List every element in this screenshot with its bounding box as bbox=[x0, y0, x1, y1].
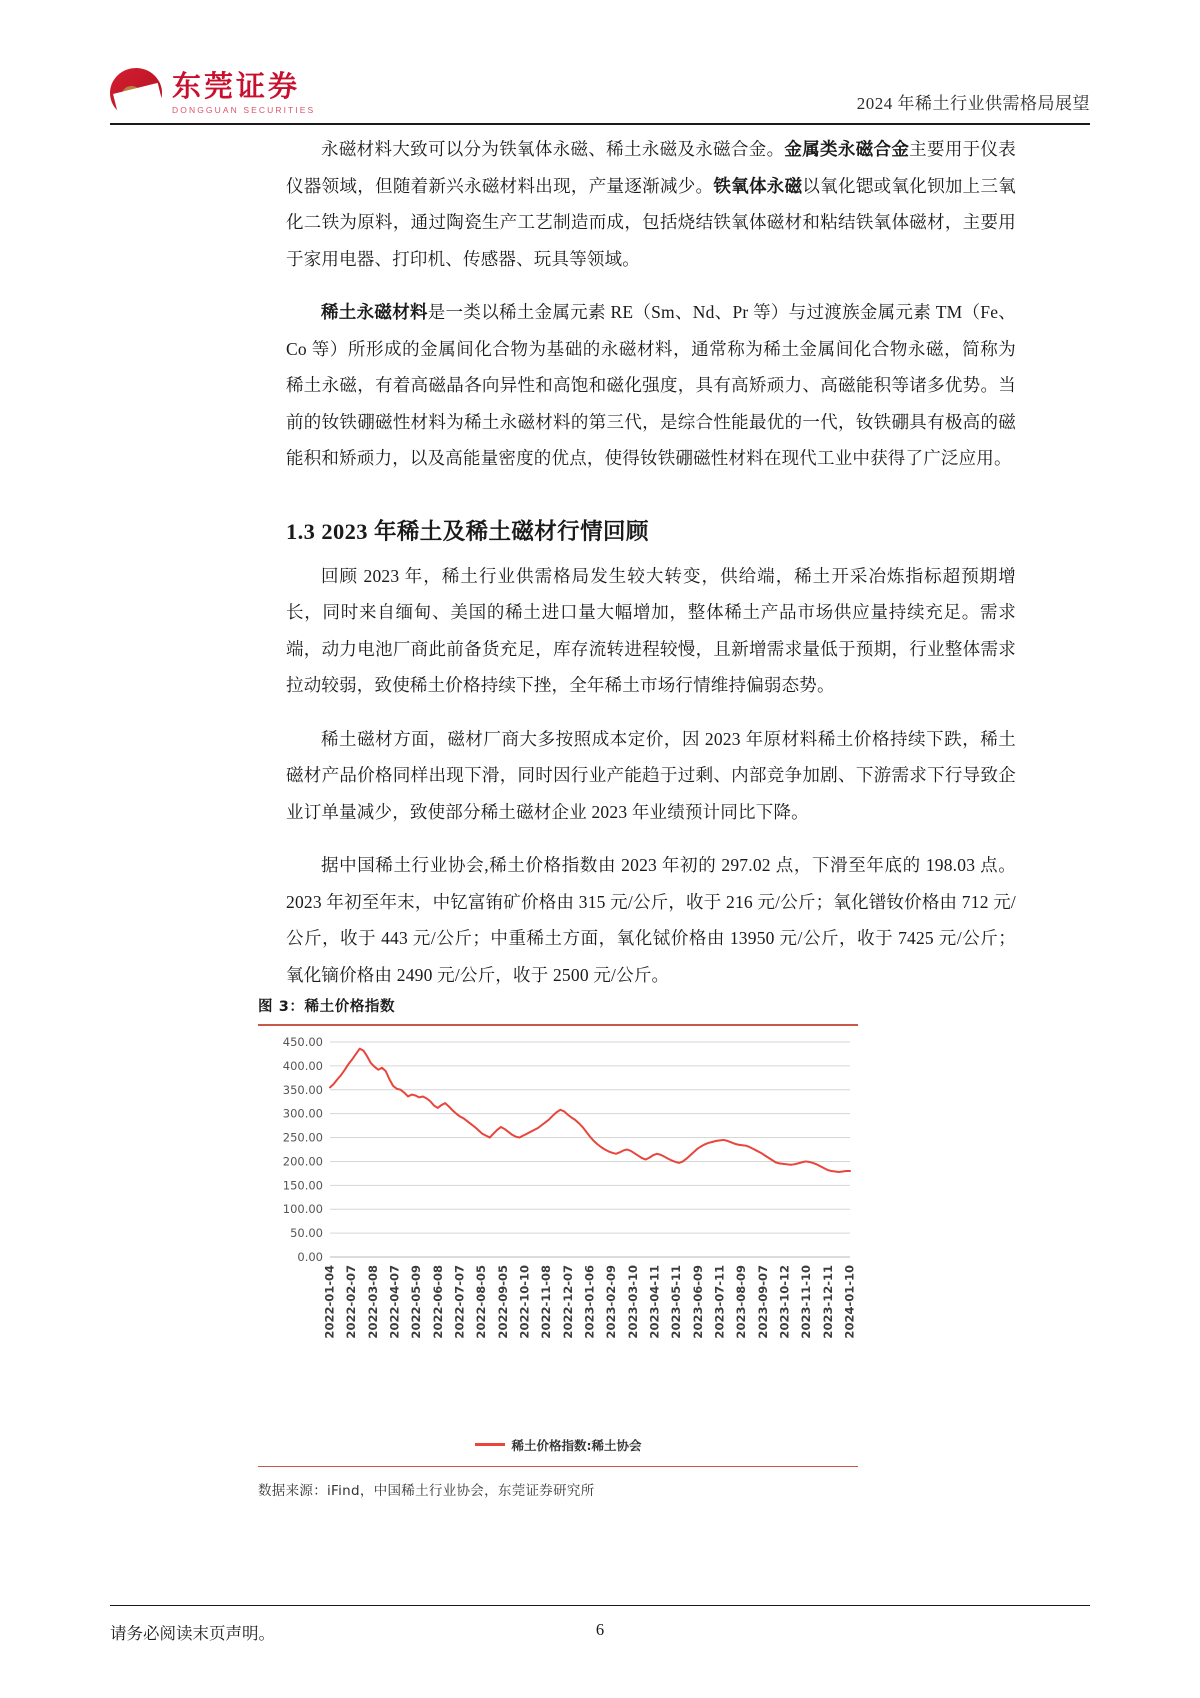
x-axis-tick-label: 2023-05-11 bbox=[669, 1264, 684, 1339]
y-axis-tick-label: 50.00 bbox=[290, 1225, 323, 1240]
figure-top-divider bbox=[258, 1024, 858, 1026]
body-text: 以氧化锶或氧化钡加上三氧化二铁为原料，通过陶瓷生产工艺制造而成，包括烧结铁氧体磁材和粘结铁氧体磁材，主要用于家用电器、打印机、传感器、玩具等领域。 bbox=[286, 175, 1016, 269]
x-axis-tick-label: 2023-11-10 bbox=[799, 1264, 814, 1339]
x-axis-tick-label: 2022-10-10 bbox=[517, 1264, 532, 1339]
y-axis-tick-label: 250.00 bbox=[282, 1130, 323, 1145]
dongguan-securities-logo-icon bbox=[110, 68, 162, 118]
page-number: 6 bbox=[595, 1620, 605, 1639]
x-axis-tick-label: 2023-07-11 bbox=[712, 1264, 727, 1339]
body-text: 主要用于仪表仪器领域，但随着新兴永磁材料出现，产量逐渐减少。 bbox=[286, 139, 1016, 196]
x-axis-tick-label: 2022-08-05 bbox=[474, 1264, 489, 1339]
body-text: 回顾 2023 年，稀土行业供需格局发生较大转变，供给端，稀土开采冶炼指标超预期增长，同时来自缅甸、美国的稀土进口量大幅增加，整体稀土产品市场供应量持续充足。需求端，动力电池厂商此前备货充足，库存流转进程较慢，且新增需求量低于预期，行业整体需求拉动较弱，致使稀土价格持续下挫，全年稀土市场行情维持偏弱态势。 bbox=[286, 565, 1016, 695]
body-text: 稀土磁材方面，磁材厂商大多按照成本定价，因 2023 年原材料稀土价格持续下跌，稀土磁材产品价格同样出现下滑，同时因行业产能趋于过剩、内部竞争加剧、下游需求下行导致企业订单量减少，致使部分稀土磁材企业 2023 年业绩预计同比下降。 bbox=[286, 728, 1016, 822]
page-header bbox=[110, 52, 1090, 120]
x-axis-tick-label: 2022-12-07 bbox=[560, 1264, 575, 1339]
paragraph bbox=[286, 294, 1016, 477]
legend-color-swatch bbox=[475, 1443, 505, 1446]
paragraph bbox=[286, 847, 1016, 993]
y-axis-tick-label: 0.00 bbox=[297, 1249, 323, 1264]
emphasis-text: 铁氧体永磁 bbox=[713, 175, 803, 196]
y-axis-tick-label: 400.00 bbox=[282, 1058, 323, 1073]
y-axis-tick-label: 200.00 bbox=[282, 1154, 323, 1169]
emphasis-text: 金属类永磁合金 bbox=[784, 139, 910, 159]
x-axis-tick-label: 2023-06-09 bbox=[690, 1264, 705, 1339]
paragraph bbox=[286, 131, 1016, 277]
legend-series-label: 稀土价格指数:稀土协会 bbox=[511, 1437, 642, 1453]
series-line bbox=[330, 1048, 850, 1171]
chart-canvas bbox=[258, 1032, 858, 1432]
x-axis-tick-label: 2023-12-11 bbox=[820, 1264, 835, 1339]
x-axis-tick-label: 2022-02-07 bbox=[344, 1264, 359, 1339]
header-divider bbox=[110, 123, 1090, 125]
figure-title: 图 3：稀土价格指数 bbox=[258, 999, 396, 1015]
x-axis-tick-label: 2022-07-07 bbox=[452, 1264, 467, 1339]
body-text: 据中国稀土行业协会,稀土价格指数由 2023 年初的 297.02 点，下滑至年底的 198.03 点。2023 年初至年末，中钇富铕矿价格由 315 元/公斤，收于 216 元/公斤；氧化镨钕价格由 712 元/公斤，收于 443 元/公斤；中重稀土方面，氧化铽价格由 13950 元/公斤，收于 7425 元/公斤；氧化镝价格由 2490 元/公斤，收于 2500 元/公斤。 bbox=[286, 855, 1016, 985]
brand-name-en: DONGGUAN SECURITIES bbox=[172, 104, 316, 115]
x-axis-tick-label: 2022-11-08 bbox=[539, 1264, 554, 1339]
x-axis-tick-label: 2023-02-09 bbox=[604, 1264, 619, 1339]
x-axis-tick-label: 2023-01-06 bbox=[582, 1264, 597, 1339]
x-axis-tick-label: 2024-01-10 bbox=[842, 1264, 857, 1339]
x-axis-tick-label: 2023-09-07 bbox=[755, 1264, 770, 1339]
x-axis-tick-label: 2022-05-09 bbox=[409, 1264, 424, 1339]
brand-logo bbox=[110, 68, 315, 120]
y-axis-tick-label: 150.00 bbox=[282, 1177, 323, 1192]
body-text: 永磁材料大致可以分为铁氧体永磁、稀土永磁及永磁合金。 bbox=[321, 139, 785, 159]
x-axis-tick-label: 2022-09-05 bbox=[495, 1264, 510, 1339]
header-report-title: 2024 年稀土行业供需格局展望 bbox=[856, 94, 1090, 113]
paragraph bbox=[286, 558, 1016, 704]
document-content bbox=[286, 131, 1016, 993]
paragraph bbox=[286, 721, 1016, 831]
y-axis-tick-label: 450.00 bbox=[282, 1034, 323, 1049]
x-axis-tick-label: 2023-10-12 bbox=[777, 1264, 792, 1339]
line-chart bbox=[258, 1032, 858, 1432]
emphasis-text: 稀土永磁材料 bbox=[321, 302, 428, 322]
page-footer bbox=[110, 1620, 1090, 1650]
section-heading: 1.3 2023 年稀土及稀土磁材行情回顾 bbox=[286, 518, 649, 544]
footer-disclaimer: 请务必阅读末页声明。 bbox=[110, 1624, 275, 1643]
x-axis-tick-label: 2022-03-08 bbox=[365, 1264, 380, 1339]
x-axis-tick-label: 2023-03-10 bbox=[625, 1264, 640, 1339]
x-axis-tick-label: 2023-08-09 bbox=[734, 1264, 749, 1339]
chart-legend bbox=[258, 1434, 858, 1456]
figure-bottom-divider bbox=[258, 1466, 858, 1468]
x-axis-tick-label: 2022-06-08 bbox=[430, 1264, 445, 1339]
footer-divider bbox=[110, 1605, 1090, 1606]
body-text: 是一类以稀土金属元素 RE（Sm、Nd、Pr 等）与过渡族金属元素 TM（Fe、Co 等）所形成的金属间化合物为基础的永磁材料，通常称为稀土金属间化合物永磁，简称为稀土永磁，有着高磁晶各向异性和高饱和磁化强度，具有高矫顽力、高磁能积等诸多优势。当前的钕铁硼磁性材料为稀土永磁材料的第三代，是综合性能最优的一代，钕铁硼具有极高的磁能积和矫顽力，以及高能量密度的优点，使得钕铁硼磁性材料在现代工业中获得了广泛应用。 bbox=[286, 302, 1016, 468]
y-axis-tick-label: 350.00 bbox=[282, 1082, 323, 1097]
x-axis-tick-label: 2022-04-07 bbox=[387, 1264, 402, 1339]
x-axis-tick-label: 2022-01-04 bbox=[322, 1264, 337, 1339]
brand-text bbox=[172, 68, 316, 115]
figure-rare-earth-price-index bbox=[258, 995, 858, 1499]
x-axis-tick-label: 2023-04-11 bbox=[647, 1264, 662, 1339]
brand-name-cn: 东莞证券 bbox=[172, 68, 301, 103]
y-axis-tick-label: 100.00 bbox=[282, 1201, 323, 1216]
y-axis-tick-label: 300.00 bbox=[282, 1106, 323, 1121]
figure-source: 数据来源：iFind，中国稀土行业协会，东莞证券研究所 bbox=[258, 1483, 595, 1500]
